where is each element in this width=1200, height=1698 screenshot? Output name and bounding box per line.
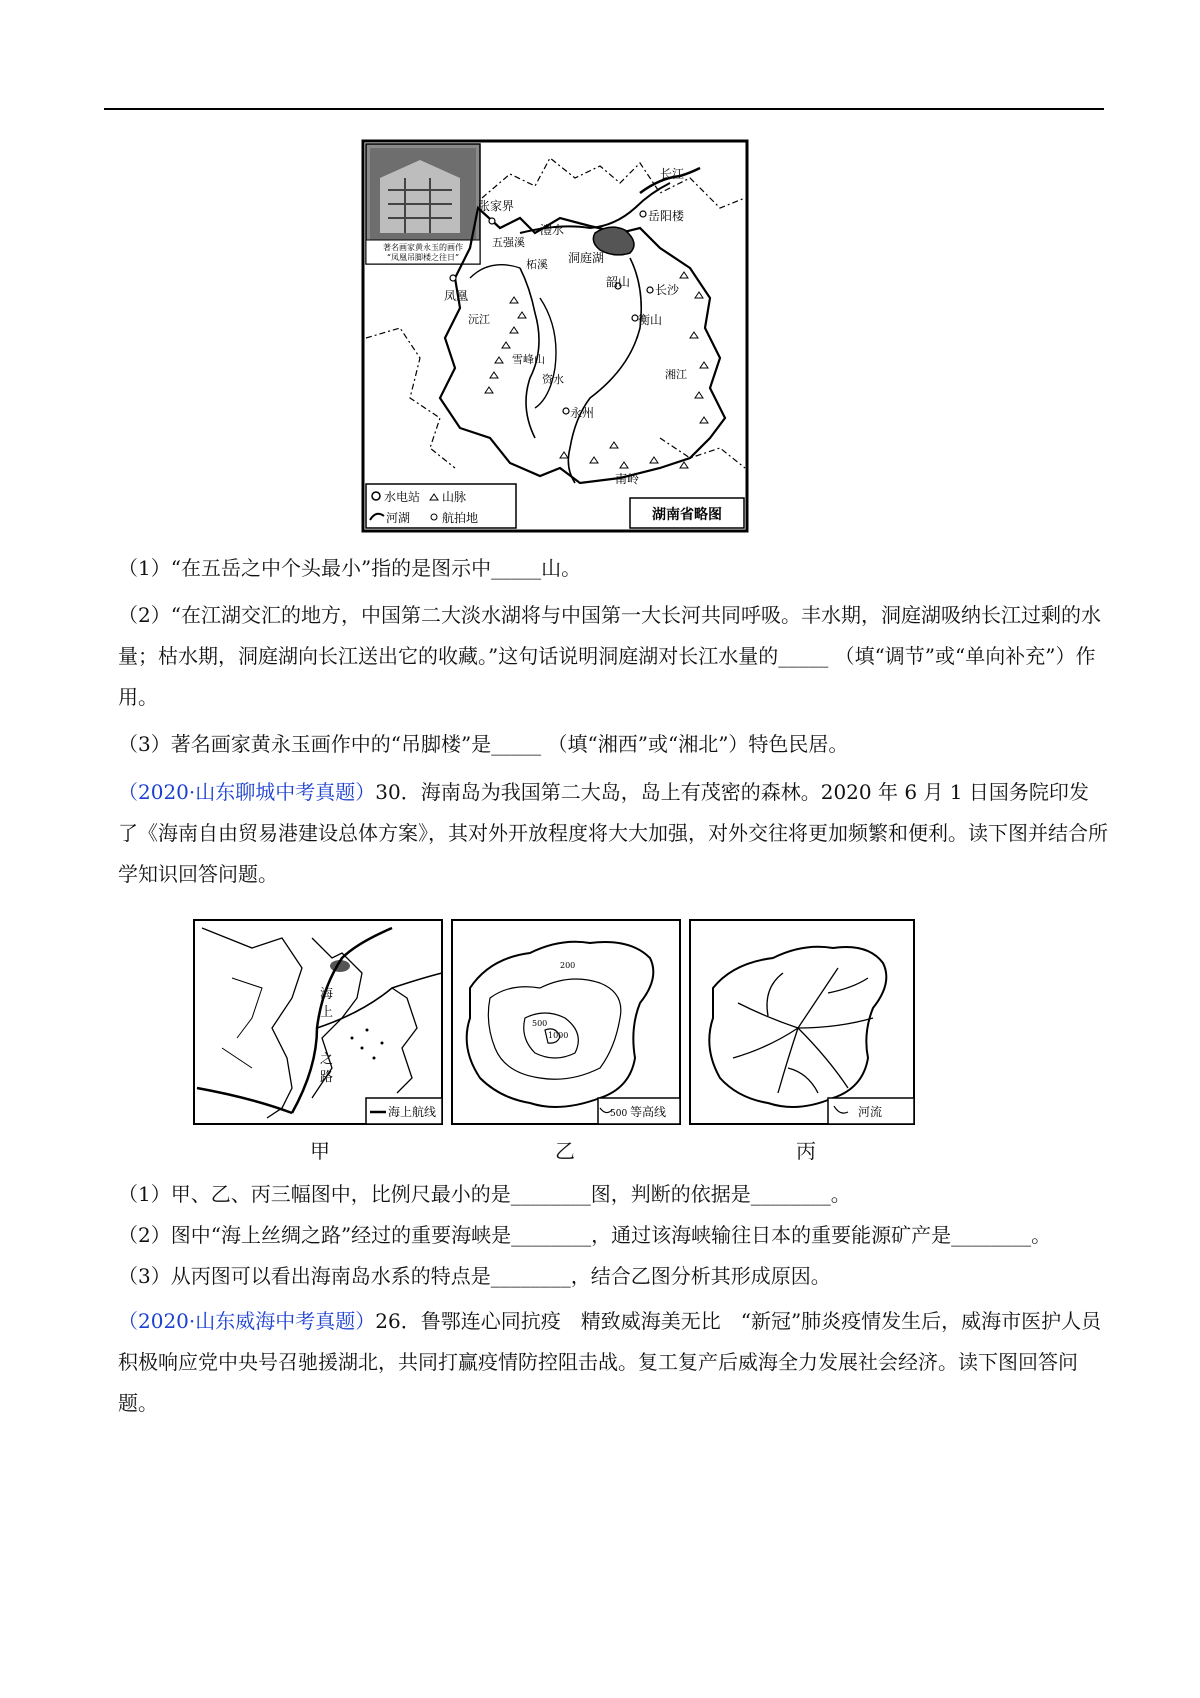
block2-q2: （2）图中“海上丝绸之路”经过的重要海峡是________，通过该海峡输往日本的重要能源矿产是________。	[118, 1223, 1052, 1247]
map-bing-caption: 丙	[796, 1139, 816, 1163]
label-dongting: 洞庭湖	[568, 251, 605, 265]
yi-contour-500: 500	[532, 1019, 548, 1028]
hunan-map-title: 湖南省略图	[652, 507, 722, 523]
jia-route-char-2: 上	[320, 1005, 334, 1020]
block3-question	[118, 1301, 1108, 1424]
label-lishui: 澧水	[540, 223, 565, 237]
label-zhexi: 柘溪	[526, 258, 548, 271]
block2-source: （2020·山东聊城中考真题）	[118, 780, 376, 804]
map-bing	[688, 918, 916, 1126]
yi-legend-value: 500	[610, 1109, 628, 1119]
hunan-legend	[366, 484, 516, 528]
legend-aerial: 航拍地	[442, 511, 479, 525]
map-yi	[450, 918, 682, 1126]
jia-legend: 海上航线	[388, 1105, 437, 1119]
painting-caption-2: “凤凰吊脚楼之往日”	[386, 253, 460, 262]
block2-q1: （1）甲、乙、丙三幅图中，比例尺最小的是________图，判断的依据是________。	[118, 1182, 851, 1206]
bing-legend: 河流	[858, 1105, 883, 1119]
painting-caption-1: 著名画家黄永玉的画作	[383, 243, 463, 252]
yi-contour-200: 200	[560, 961, 576, 970]
label-yongzhou: 永州	[570, 406, 595, 420]
legend-river-lake: 河湖	[386, 511, 411, 525]
label-yuanjiang: 沅江	[468, 313, 490, 326]
label-nanling: 南岭	[615, 472, 640, 486]
map-yi-caption: 乙	[555, 1139, 575, 1163]
block1-q3: （3）著名画家黄永玉画作中的“吊脚楼”是_____ （填“湘西”或“湘北”）特色民居。	[118, 732, 849, 756]
block1-q1: （1）“在五岳之中个头最小”指的是图示中_____山。	[118, 556, 582, 580]
label-zhangjiajie: 张家界	[478, 199, 515, 213]
label-fenghuang: 凤凰	[444, 289, 469, 303]
block3-source: （2020·山东威海中考真题）	[118, 1309, 376, 1333]
label-changsha: 长沙	[655, 283, 680, 297]
block2-question	[118, 772, 1108, 895]
label-changjiang: 长江	[660, 167, 685, 181]
jia-route-char-1: 海	[320, 987, 334, 1002]
painting-inset	[366, 144, 480, 264]
label-yueyang: 岳阳楼	[648, 209, 685, 223]
block2-q3: （3）从丙图可以看出海南岛水系的特点是________，结合乙图分析其形成原因。	[118, 1264, 831, 1288]
label-xuefeng: 雪峰山	[512, 353, 545, 366]
yi-contour-1000: 1000	[548, 1031, 569, 1040]
block1-q2: （2）“在江湖交汇的地方，中国第二大淡水湖将与中国第一大长河共同呼吸。丰水期，洞庭湖吸纳长江过剩的水量；枯水期，洞庭湖向长江送出它的收藏。”这句话说明洞庭湖对长江水量的_____ （填“调节”或“单向补充”）作用。	[118, 603, 1101, 709]
block2-intro: 30．海南岛为我国第二大岛，岛上有茂密的森林。2020 年 6 月 1 日国务院印发了《海南自由贸易港建设总体方案》，其对外开放程度将大大加强，对外交往将更加频繁和便利。读下图并结合所学知识回答问题。	[118, 780, 1108, 886]
label-hengshan: 衡山	[638, 313, 663, 327]
yi-legend: 等高线	[630, 1105, 667, 1119]
label-wuqiang: 五强溪	[492, 236, 525, 249]
hunan-map	[360, 138, 750, 534]
map-jia	[192, 918, 444, 1126]
label-xiang: 湘江	[665, 368, 687, 381]
label-shaoshan: 韶山	[606, 275, 631, 289]
jia-route-char-3: 之	[320, 1052, 334, 1067]
block3-intro: 26．鲁鄂连心同抗疫 精致威海美无比 “新冠”肺炎疫情发生后，威海市医护人员积极响应党中央号召驰援湖北，共同打赢疫情防控阻击战。复工复产后威海全力发展社会经济。读下图回答问题。	[118, 1309, 1102, 1415]
legend-mountain: 山脉	[442, 490, 467, 504]
legend-hydro: 水电站	[384, 490, 421, 504]
jia-route-char-4: 路	[320, 1070, 334, 1085]
map-jia-caption: 甲	[310, 1139, 330, 1163]
top-rule	[104, 108, 1104, 110]
label-zi: 资水	[542, 373, 564, 386]
